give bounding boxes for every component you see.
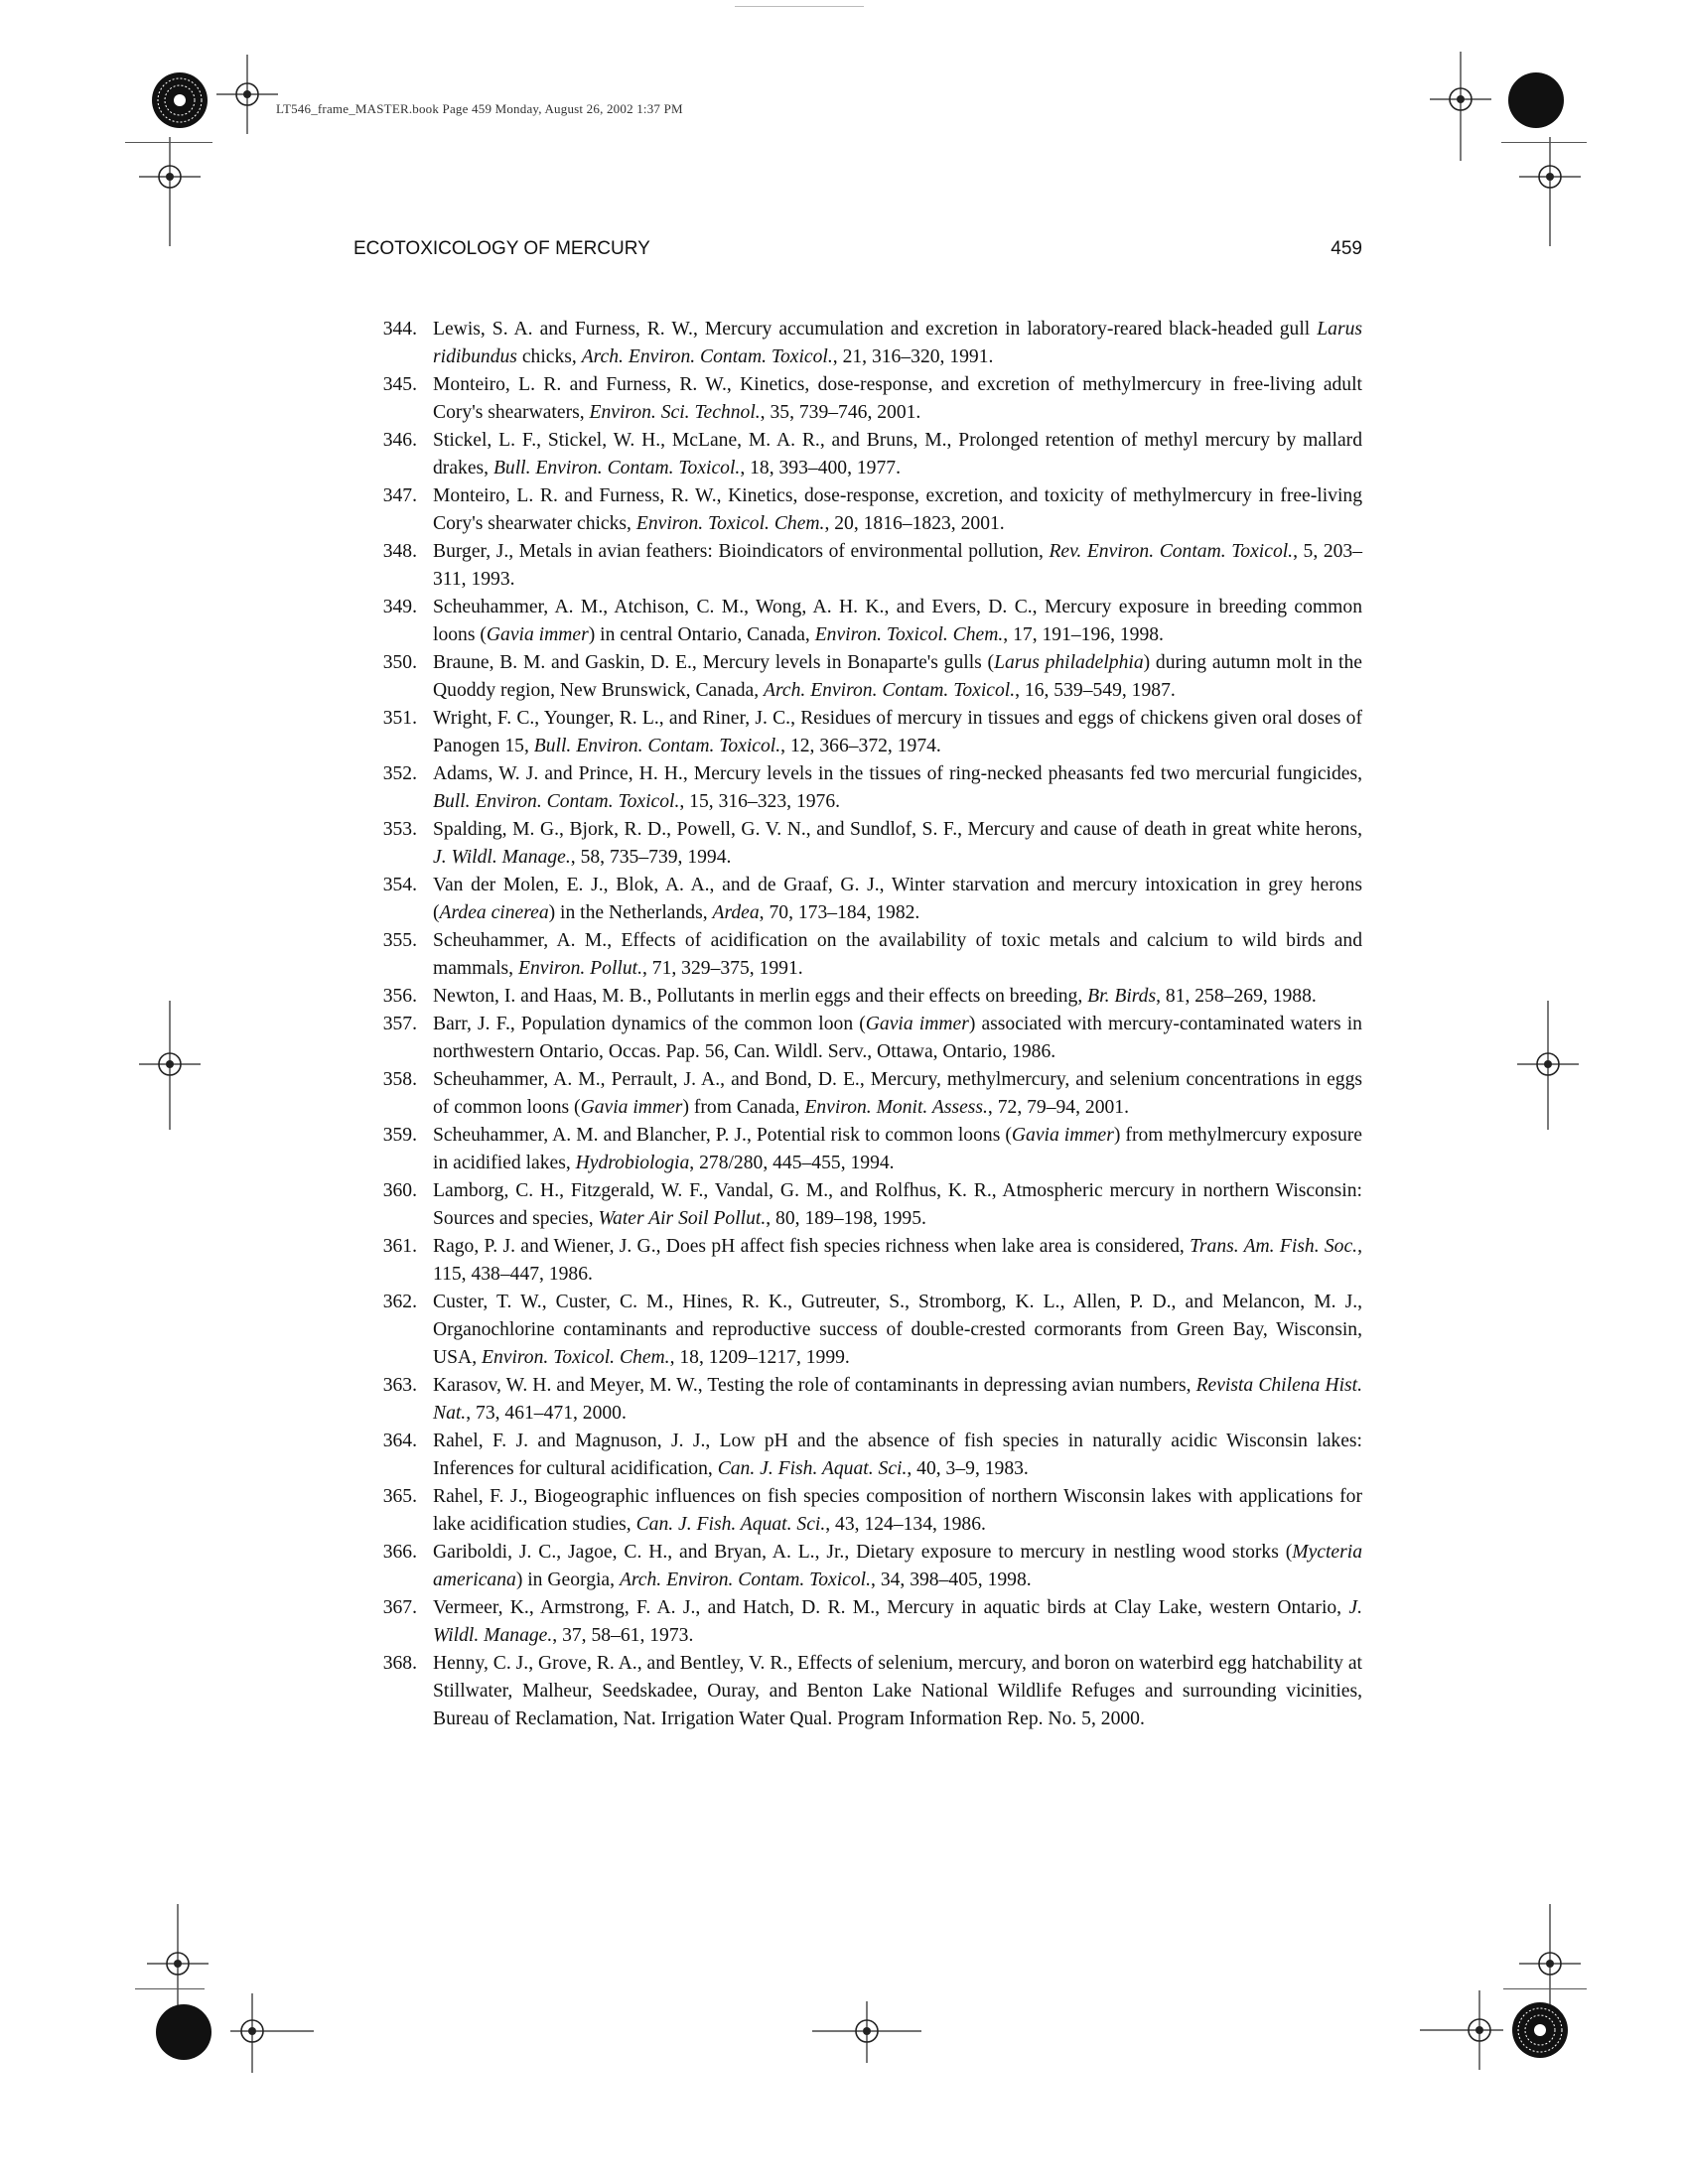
reference-entry (369, 760, 1362, 816)
reference-segment: ) in the Netherlands, (548, 902, 713, 923)
reference-italic-segment: Hydrobiologia (575, 1153, 690, 1173)
reference-entry (369, 427, 1362, 482)
reference-segment: , 12, 366–372, 1974. (780, 736, 941, 756)
reference-number: 353. (382, 819, 417, 840)
reference-number: 363. (382, 1375, 417, 1396)
reference-number: 357. (382, 1014, 417, 1034)
reference-segment: ) during autumn molt in the Quoddy region, New Brunswick, Canada, (433, 652, 1362, 701)
reference-segment: , 5, 203–311, 1993. (433, 541, 1363, 590)
crosshair-icon (1519, 1904, 1581, 2013)
reference-entry (369, 1539, 1362, 1594)
crosshair-icon (139, 137, 201, 246)
reference-entry (369, 1011, 1362, 1066)
reference-italic-segment: Can. J. Fish. Aquat. Sci. (635, 1514, 826, 1535)
reference-text (433, 1292, 1362, 1368)
reference-segment: , 21, 316–320, 1991. (832, 346, 994, 367)
reference-italic-segment: J. Wildl. Manage. (433, 847, 571, 868)
reference-number: 358. (382, 1069, 417, 1090)
reference-number: 364. (382, 1431, 417, 1451)
reference-entry (369, 371, 1362, 427)
reference-segment: , 115, 438–447, 1986. (433, 1236, 1362, 1285)
crosshair-mark-mid-right (1517, 1001, 1579, 1130)
reference-number: 349. (382, 597, 417, 617)
reference-italic-segment: Arch. Environ. Contam. Toxicol. (581, 346, 833, 367)
reference-italic-segment: Bull. Environ. Contam. Toxicol. (492, 458, 741, 478)
reference-segment: Adams, W. J. and Prince, H. H., Mercury levels in the tissues of ring-necked pheasants fed two mercurial fungicides, (433, 763, 1362, 784)
reference-italic-segment: Environ. Pollut. (517, 958, 642, 979)
reference-text (433, 1431, 1362, 1479)
reference-entry (369, 816, 1362, 872)
reference-number: 360. (382, 1180, 417, 1201)
reference-segment: , 37, 58–61, 1973. (552, 1625, 694, 1646)
reference-segment: Gariboldi, J. C., Jagoe, C. H., and Bryan, A. L., Jr., Dietary exposure to mercury in nestling wood storks ( (433, 1542, 1293, 1563)
crosshair-mark-top-left-b (139, 137, 201, 246)
scan-artifact-top (735, 6, 864, 7)
reference-entry (369, 1066, 1362, 1122)
crosshair-icon (224, 1993, 314, 2073)
reference-segment: , 81, 258–269, 1988. (1156, 986, 1317, 1007)
reference-italic-segment: Water Air Soil Pollut. (598, 1208, 767, 1229)
crosshair-icon (1517, 1001, 1579, 1130)
reference-segment: Van der Molen, E. J., Blok, A. A., and de Graaf, G. J., Winter starvation and mercury intoxication in grey herons ( (433, 875, 1362, 923)
reference-text (433, 1486, 1362, 1535)
reference-number: 359. (382, 1125, 417, 1146)
reference-segment: Karasov, W. H. and Meyer, M. W., Testing the role of contaminants in depressing avian numbers, (433, 1375, 1196, 1396)
file-slug: LT546_frame_MASTER.book Page 459 Monday, August 26, 2002 1:37 PM (276, 101, 683, 116)
reference-italic-segment: Arch. Environ. Contam. Toxicol. (764, 680, 1016, 701)
reference-segment: ) associated with mercury-contaminated waters in northwestern Ontario, Occas. Pap. 56, Can. Wildl. Serv., Ottawa, Ontario, 1986. (433, 1014, 1362, 1062)
reference-entry (369, 1483, 1362, 1539)
reference-italic-segment: Bull. Environ. Contam. Toxicol. (433, 791, 680, 812)
crop-rule-bottom-left (135, 1988, 205, 1989)
reference-number: 347. (382, 485, 417, 506)
reference-segment: Custer, T. W., Custer, C. M., Hines, R. K., Gutreuter, S., Stromborg, K. L., Allen, P. D., and Melancon, M. J., Organochlorine contaminants and reproductive success of double-crested cormorants from Green Bay, Wisconsin, USA, (433, 1292, 1362, 1368)
reference-entry (369, 482, 1362, 538)
reference-italic-segment: Rev. Environ. Contam. Toxicol. (1049, 541, 1294, 562)
reference-segment: , 35, 739–746, 2001. (760, 402, 921, 423)
reference-italic-segment: Environ. Toxicol. Chem. (482, 1347, 670, 1368)
crosshair-mark-bottom-left-b (224, 1993, 314, 2073)
starburst-target-icon (151, 71, 209, 129)
reference-segment: Spalding, M. G., Bjork, R. D., Powell, G. V. N., and Sundlof, S. F., Mercury and cause of death in great white herons, (433, 819, 1362, 840)
crosshair-icon (1430, 52, 1491, 161)
crosshair-icon (139, 1001, 201, 1130)
reference-text (433, 1014, 1362, 1062)
reference-italic-segment: Bull. Environ. Contam. Toxicol. (533, 736, 781, 756)
reference-italic-segment: J. Wildl. Manage. (433, 1597, 1362, 1646)
crosshair-icon (1519, 137, 1581, 246)
reference-entry (369, 1594, 1362, 1650)
reference-number: 348. (382, 541, 417, 562)
reference-italic-segment: Revista Chilena Hist. Nat. (433, 1375, 1362, 1424)
reference-entry (369, 1428, 1362, 1483)
reference-text (433, 1542, 1362, 1590)
solid-dot-top-right (1507, 71, 1565, 129)
reference-segment: chicks, (516, 346, 582, 367)
reference-number: 346. (382, 430, 417, 451)
reference-entry (369, 1233, 1362, 1289)
reference-segment: , 72, 79–94, 2001. (987, 1097, 1129, 1118)
crosshair-icon (812, 1993, 921, 2073)
reference-segment: ) in Georgia, (515, 1570, 620, 1590)
reference-text (433, 1375, 1362, 1424)
reference-entry (369, 1650, 1362, 1733)
reference-segment: , 70, 173–184, 1982. (759, 902, 920, 923)
reference-italic-segment: Gavia immer (486, 624, 589, 645)
solid-circle-icon (1507, 71, 1565, 129)
reference-list (369, 316, 1362, 1733)
reference-entry (369, 927, 1362, 983)
reference-italic-segment: Ardea (712, 902, 760, 923)
reference-italic-segment: Can. J. Fish. Aquat. Sci. (717, 1458, 908, 1479)
reference-text (433, 1180, 1362, 1229)
reference-text (433, 541, 1362, 590)
reference-italic-segment: Mycteria americana (433, 1542, 1362, 1590)
reference-text (433, 763, 1362, 812)
reference-italic-segment: Br. Birds (1087, 986, 1157, 1007)
reference-segment: Rahel, F. J., Biogeographic influences on fish species composition of northern Wisconsin lakes with applications for lake acidification studies, (433, 1486, 1362, 1535)
reference-number: 351. (382, 708, 417, 729)
reference-segment: Scheuhammer, A. M., Perrault, J. A., and Bond, D. E., Mercury, methylmercury, and selenium concentrations in eggs of common loons ( (433, 1069, 1362, 1118)
reference-number: 362. (382, 1292, 417, 1312)
reference-italic-segment: Larus philadelphia (994, 652, 1144, 673)
reference-segment: , 34, 398–405, 1998. (871, 1570, 1032, 1590)
reference-number: 366. (382, 1542, 417, 1563)
crosshair-mark-top-left-a (216, 55, 278, 134)
reference-entry (369, 649, 1362, 705)
solid-dot-bottom-left (155, 2003, 212, 2061)
reference-text (433, 319, 1362, 367)
reference-segment: Lewis, S. A. and Furness, R. W., Mercury accumulation and excretion in laboratory-reared black-headed gull (433, 319, 1318, 340)
reference-segment: Monteiro, L. R. and Furness, R. W., Kinetics, dose-response, excretion, and toxicity of methylmercury in free-living Cory's shearwater chicks, (433, 485, 1362, 534)
crosshair-mark-top-right-a (1430, 52, 1491, 161)
reference-segment: Scheuhammer, A. M. and Blancher, P. J., Potential risk to common loons ( (433, 1125, 1012, 1146)
reference-entry (369, 594, 1362, 649)
reference-text (433, 1597, 1362, 1646)
crosshair-icon (1420, 1990, 1509, 2070)
reference-text (433, 708, 1362, 756)
crosshair-icon (216, 55, 278, 134)
reference-italic-segment: Arch. Environ. Contam. Toxicol. (619, 1570, 872, 1590)
crosshair-mark-bottom-center (812, 1993, 921, 2073)
reference-italic-segment: Gavia immer (580, 1097, 683, 1118)
reference-italic-segment: Gavia immer (1011, 1125, 1114, 1146)
reference-number: 345. (382, 374, 417, 395)
reference-italic-segment: Ardea cinerea (439, 902, 549, 923)
reference-segment: Barr, J. F., Population dynamics of the common loon ( (433, 1014, 866, 1034)
reference-text (433, 485, 1362, 534)
reference-segment: , 20, 1816–1823, 2001. (824, 513, 1005, 534)
crosshair-mark-bottom-right-a (1519, 1904, 1581, 2013)
reference-segment: ) from Canada, (682, 1097, 805, 1118)
reference-segment: , 17, 191–196, 1998. (1003, 624, 1164, 645)
reference-entry (369, 538, 1362, 594)
reference-segment: Lamborg, C. H., Fitzgerald, W. F., Vandal, G. M., and Rolfhus, K. R., Atmospheric mercury in northern Wisconsin: Sources and species, (433, 1180, 1362, 1229)
reference-italic-segment: Gavia immer (865, 1014, 969, 1034)
solid-circle-icon (155, 2003, 212, 2061)
starburst-target-icon (1511, 2001, 1569, 2059)
reference-segment: ) from methylmercury exposure in acidified lakes, (433, 1125, 1362, 1173)
reference-segment: , 278/280, 445–455, 1994. (689, 1153, 895, 1173)
reference-segment: Vermeer, K., Armstrong, F. A. J., and Hatch, D. R. M., Mercury in aquatic birds at Clay Lake, western Ontario, (433, 1597, 1349, 1618)
reference-number: 365. (382, 1486, 417, 1507)
reference-text (433, 374, 1362, 423)
reference-segment: Braune, B. M. and Gaskin, D. E., Mercury levels in Bonaparte's gulls ( (433, 652, 995, 673)
reference-italic-segment: Environ. Sci. Technol. (589, 402, 761, 423)
reference-segment: Wright, F. C., Younger, R. L., and Riner, J. C., Residues of mercury in tissues and eggs of chickens given oral doses of Panogen 15, (433, 708, 1362, 756)
crosshair-mark-bottom-right-b (1420, 1990, 1509, 2070)
reference-segment: Scheuhammer, A. M., Effects of acidification on the availability of toxic metals and calcium to wild birds and mammals, (433, 930, 1362, 979)
reference-text (433, 930, 1362, 979)
registration-mark-bottom-right (1511, 2001, 1569, 2059)
reference-italic-segment: Trans. Am. Fish. Soc. (1190, 1236, 1358, 1257)
reference-number: 355. (382, 930, 417, 951)
reference-segment: , 43, 124–134, 1986. (825, 1514, 986, 1535)
reference-segment: Scheuhammer, A. M., Atchison, C. M., Wong, A. H. K., and Evers, D. C., Mercury exposure in breeding common loons ( (433, 597, 1362, 645)
running-header (353, 238, 1362, 260)
reference-segment: Rago, P. J. and Wiener, J. G., Does pH affect fish species richness when lake area is considered, (433, 1236, 1191, 1257)
crosshair-mark-bottom-left-a (147, 1904, 209, 2013)
reference-italic-segment: Environ. Monit. Assess. (804, 1097, 988, 1118)
reference-segment: , 15, 316–323, 1976. (679, 791, 841, 812)
registration-mark-top-left (151, 71, 209, 129)
reference-segment: Burger, J., Metals in avian feathers: Bioindicators of environmental pollution, (433, 541, 1050, 562)
reference-segment: , 18, 1209–1217, 1999. (669, 1347, 850, 1368)
crop-rule-top-right (1501, 142, 1587, 143)
reference-text (433, 652, 1362, 701)
crosshair-mark-top-right-b (1519, 137, 1581, 246)
reference-segment: Henny, C. J., Grove, R. A., and Bentley, V. R., Effects of selenium, mercury, and boron on waterbird egg hatchability at Stillwater, Malheur, Seedskadee, Ouray, and Benton Lake National Wildlife Refuges and surrounding vicinities, Bureau of Reclamation, Nat. Irrigation Water Qual. Program Information Rep. No. 5, 2000. (433, 1653, 1362, 1729)
running-header-title: ECOTOXICOLOGY OF MERCURY (353, 238, 650, 259)
reference-segment: , 16, 539–549, 1987. (1015, 680, 1176, 701)
reference-text (433, 819, 1362, 868)
reference-italic-segment: Larus ridibundus (433, 319, 1362, 367)
reference-segment: ) in central Ontario, Canada, (588, 624, 815, 645)
reference-segment: , 73, 461–471, 2000. (466, 1403, 627, 1424)
reference-text (433, 875, 1362, 923)
reference-text (433, 1069, 1362, 1118)
reference-entry (369, 316, 1362, 371)
reference-segment: , 40, 3–9, 1983. (907, 1458, 1029, 1479)
reference-number: 354. (382, 875, 417, 895)
reference-number: 361. (382, 1236, 417, 1257)
reference-segment: , 71, 329–375, 1991. (641, 958, 803, 979)
reference-entry (369, 1122, 1362, 1177)
reference-number: 344. (382, 319, 417, 340)
reference-text (433, 1653, 1362, 1729)
reference-entry (369, 705, 1362, 760)
reference-number: 350. (382, 652, 417, 673)
reference-number: 368. (382, 1653, 417, 1674)
reference-segment: Rahel, F. J. and Magnuson, J. J., Low pH and the absence of fish species in naturally acidic Wisconsin lakes: Inferences for cultural acidification, (433, 1431, 1362, 1479)
reference-entry (369, 983, 1362, 1011)
reference-segment: , 18, 393–400, 1977. (740, 458, 901, 478)
crosshair-icon (147, 1904, 209, 2013)
reference-text (433, 1236, 1362, 1285)
reference-text (433, 986, 1317, 1007)
reference-segment: , 58, 735–739, 1994. (570, 847, 732, 868)
page-number: 459 (1331, 238, 1362, 259)
reference-italic-segment: Environ. Toxicol. Chem. (635, 513, 825, 534)
reference-number: 352. (382, 763, 417, 784)
reference-segment: Newton, I. and Haas, M. B., Pollutants in merlin eggs and their effects on breeding, (433, 986, 1088, 1007)
reference-text (433, 597, 1362, 645)
crosshair-mark-mid-left (139, 1001, 201, 1130)
reference-number: 356. (382, 986, 417, 1007)
reference-entry (369, 872, 1362, 927)
reference-segment: , 80, 189–198, 1995. (766, 1208, 926, 1229)
reference-entry (369, 1372, 1362, 1428)
crop-rule-top-left (125, 142, 212, 143)
reference-entry (369, 1177, 1362, 1233)
crop-rule-bottom-right (1503, 1988, 1587, 1989)
reference-segment: Monteiro, L. R. and Furness, R. W., Kinetics, dose-response, and excretion of methylmercury in free-living adult Cory's shearwaters, (433, 374, 1362, 423)
reference-number: 367. (382, 1597, 417, 1618)
reference-text (433, 430, 1362, 478)
reference-text (433, 1125, 1362, 1173)
reference-segment: Stickel, L. F., Stickel, W. H., McLane, M. A. R., and Bruns, M., Prolonged retention of methyl mercury by mallard drakes, (433, 430, 1362, 478)
reference-italic-segment: Environ. Toxicol. Chem. (814, 624, 1004, 645)
reference-entry (369, 1289, 1362, 1372)
